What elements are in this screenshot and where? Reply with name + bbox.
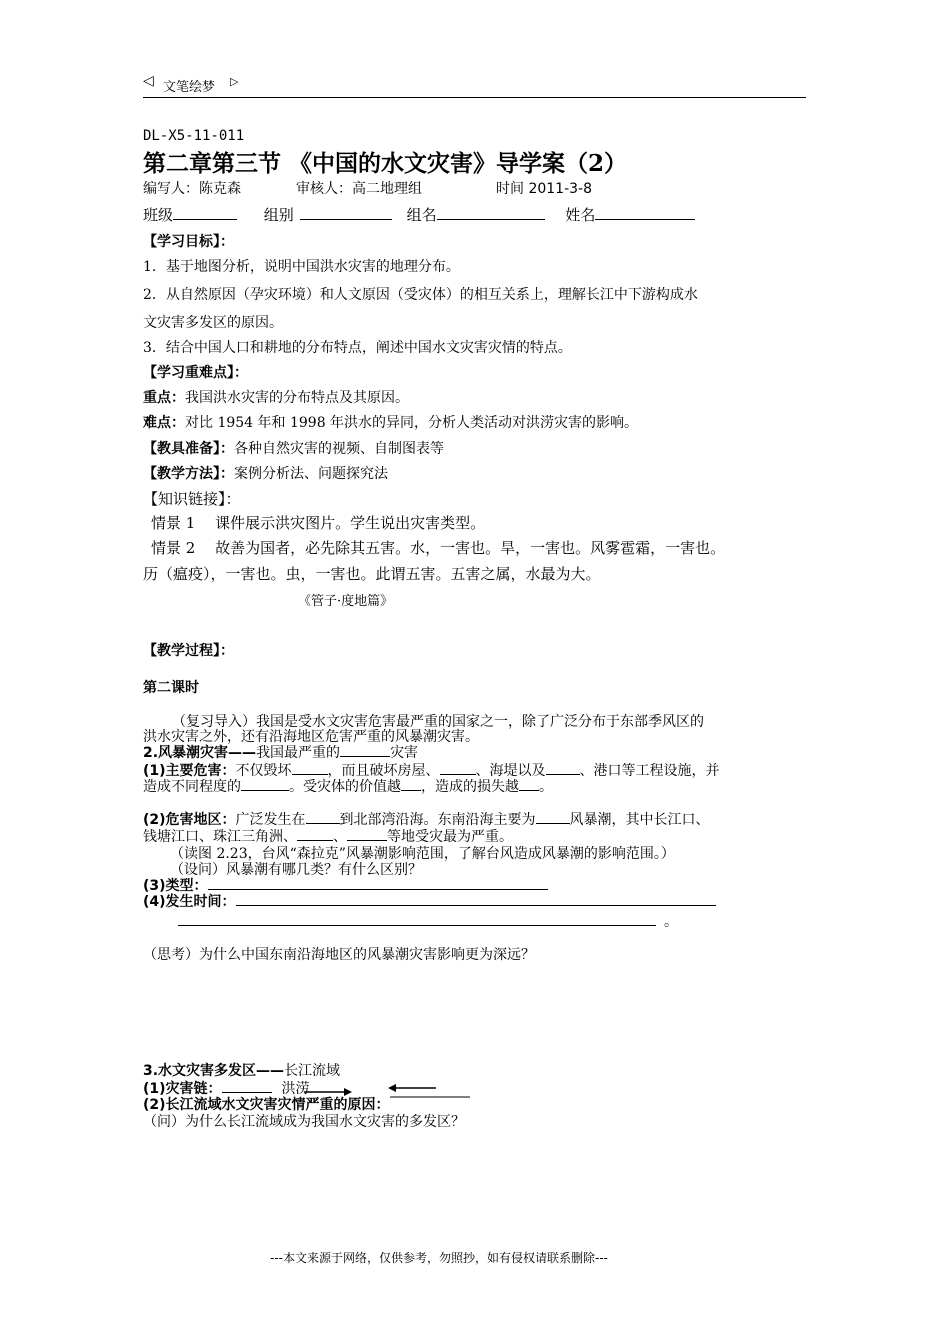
scene-1: 情景 1 课件展示洪灾图片。学生说出灾害类型。 (151, 514, 486, 532)
tools-heading: 【教具准备】： (143, 441, 234, 457)
section-2-desc-end: 灾害 (390, 745, 419, 761)
blank-field[interactable] (347, 826, 387, 841)
read-note: （读图 2.23，台风“森拉克”风暴潮影响范围，了解台风造成风暴潮的影响范围。） (170, 846, 675, 862)
objectives-heading: 【学习目标】： (143, 234, 234, 250)
section-3-title (143, 1060, 340, 1080)
text: ，而且破坏房屋、 (327, 763, 440, 779)
text: 钱塘江口、珠江三角洲、 (143, 829, 297, 845)
header-divider (143, 97, 806, 98)
ask-note: （设问）风暴潮有哪几类？有什么区别？ (170, 862, 422, 878)
blank-field[interactable] (222, 1078, 272, 1093)
date: 时间 2011-3-8 (496, 181, 592, 197)
section-3-label: 3.水文灾害多发区—— (143, 1063, 285, 1079)
type-label: (3)类型： (143, 878, 208, 894)
methods-text: 案例分析法、问题探究法 (234, 466, 388, 482)
time-line (143, 891, 716, 911)
text: 风暴潮，其中长江口、 (569, 812, 710, 828)
key-point (143, 387, 409, 407)
hard-label: 难点： (143, 415, 185, 431)
forward-arrow-icon: ▷ (230, 75, 239, 88)
reviewer: 审核人：高二地理组 (296, 181, 422, 197)
student-info-row (143, 204, 695, 225)
group-name-field[interactable] (437, 205, 545, 220)
blank-field[interactable] (208, 875, 548, 890)
key-points-heading: 【学习重难点】： (143, 365, 248, 381)
text: 、海堤以及 (475, 763, 546, 779)
objective-item: 3．结合中国人口和耕地的分布特点，阐述中国水文灾害灾情的特点。 (143, 340, 572, 356)
blank-field[interactable] (546, 760, 580, 775)
text: 广泛发生在 (235, 812, 306, 828)
time-line-cont (178, 911, 678, 931)
text: 不仅毁坏 (235, 763, 292, 779)
footer-note: ---本文来源于网络，仅供参考，勿照抄，如有侵权请联系删除--- (270, 1251, 608, 1265)
tools-text: 各种自然灾害的视频、自制图表等 (234, 441, 444, 457)
section-3-desc: 长江流域 (284, 1063, 341, 1079)
text: 造成不同程度的 (143, 779, 241, 795)
section-2-title (143, 742, 418, 762)
group-name-label: 组名 (406, 206, 437, 224)
name-label: 姓名 (565, 206, 596, 224)
text: 等地受灾最为严重。 (387, 829, 513, 845)
objective-item: 文灾害多发区的原因。 (143, 315, 283, 331)
cause-label: (2)长江流域水文灾害灾情严重的原因： (143, 1097, 390, 1113)
methods-heading: 【教学方法】： (143, 466, 234, 482)
blank-field[interactable] (401, 776, 421, 791)
class-field[interactable] (173, 205, 237, 220)
blank-field[interactable] (306, 809, 340, 824)
question-line: （问）为什么长江流域成为我国水文灾害的多发区？ (143, 1114, 465, 1130)
blank-field[interactable] (178, 911, 656, 926)
group-label: 组别 (263, 206, 294, 224)
hard-text: 对比 1954 年和 1998 年洪水的异同，分析人类活动对洪涝灾害的影响。 (185, 415, 639, 431)
text: 、港口等工程设施，并 (579, 763, 720, 779)
process-heading: 【教学过程】： (143, 643, 234, 659)
source-citation: 《管子·度地篇》 (298, 594, 394, 609)
blank-field[interactable] (440, 760, 476, 775)
scene-2: 情景 2 故善为国者，必先除其五害。水，一害也。旱，一害也。风雾雹霜，一害也。 (151, 539, 726, 557)
chain-label: (1)灾害链： (143, 1081, 222, 1097)
brand-name: 文笔绘梦 (163, 80, 216, 95)
group-field[interactable] (300, 205, 392, 220)
text: ，造成的损失越 (421, 779, 519, 795)
think-question: （思考）为什么中国东南沿海地区的风暴潮灾害影响更为深远？ (143, 947, 535, 963)
harm-line-2 (143, 776, 553, 796)
arrow-left-head (388, 1084, 396, 1092)
section-2-label: 2.风暴潮灾害—— (143, 745, 257, 761)
blank-field[interactable] (297, 826, 333, 841)
scene-2-cont: 历（瘟疫），一害也。虫，一害也。此谓五害。五害之属，水最为大。 (143, 565, 601, 583)
tools-line (143, 438, 444, 458)
blank-field[interactable] (340, 742, 390, 757)
name-field[interactable] (595, 205, 695, 220)
text: 。受灾体的价值越 (289, 779, 401, 795)
chain-middle: 洪涝 (281, 1081, 310, 1097)
class-label: 班级 (143, 206, 174, 224)
methods-line (143, 463, 388, 483)
intro-line-2: 洪水灾害之外，还有沿海地区危害严重的风暴潮灾害。 (143, 729, 479, 745)
area-label: (2)危害地区： (143, 812, 236, 828)
key-label: 重点： (143, 390, 185, 406)
intro-line-1: （复习导入）我国是受水文灾害危害最严重的国家之一，除了广泛分布于东部季风区的 (172, 714, 704, 730)
text: 。 (539, 779, 553, 795)
objective-item: 2．从自然原因（孕灾环境）和人文原因（受灾体）的相互关系上，理解长江中下游构成水 (143, 287, 698, 303)
text: 到北部湾沿海。东南沿海主要为 (339, 812, 536, 828)
page-title: 第二章第三节 《中国的水文灾害》导学案（2） (143, 150, 628, 177)
doc-code: DL-X5-11-011 (143, 128, 245, 144)
back-arrow-icon: ◁ (143, 73, 154, 89)
hard-point (143, 412, 638, 432)
section-2-desc: 我国最严重的 (256, 745, 341, 761)
time-label: (4)发生时间： (143, 894, 236, 910)
text: 、 (333, 829, 347, 845)
key-text: 我国洪水灾害的分布特点及其原因。 (185, 390, 409, 406)
blank-field[interactable] (292, 760, 328, 775)
blank-field[interactable] (241, 776, 289, 791)
blank-field[interactable] (536, 809, 570, 824)
lesson-label: 第二课时 (143, 680, 199, 696)
harm-label: (1)主要危害： (143, 763, 236, 779)
text: 。 (664, 914, 678, 930)
author: 编写人：陈克森 (143, 181, 241, 197)
blank-field[interactable] (519, 776, 539, 791)
objective-item: 1．基于地图分析，说明中国洪水灾害的地理分布。 (143, 259, 460, 275)
knowledge-heading: 【知识链接】： (143, 490, 241, 508)
blank-field[interactable] (236, 891, 716, 906)
